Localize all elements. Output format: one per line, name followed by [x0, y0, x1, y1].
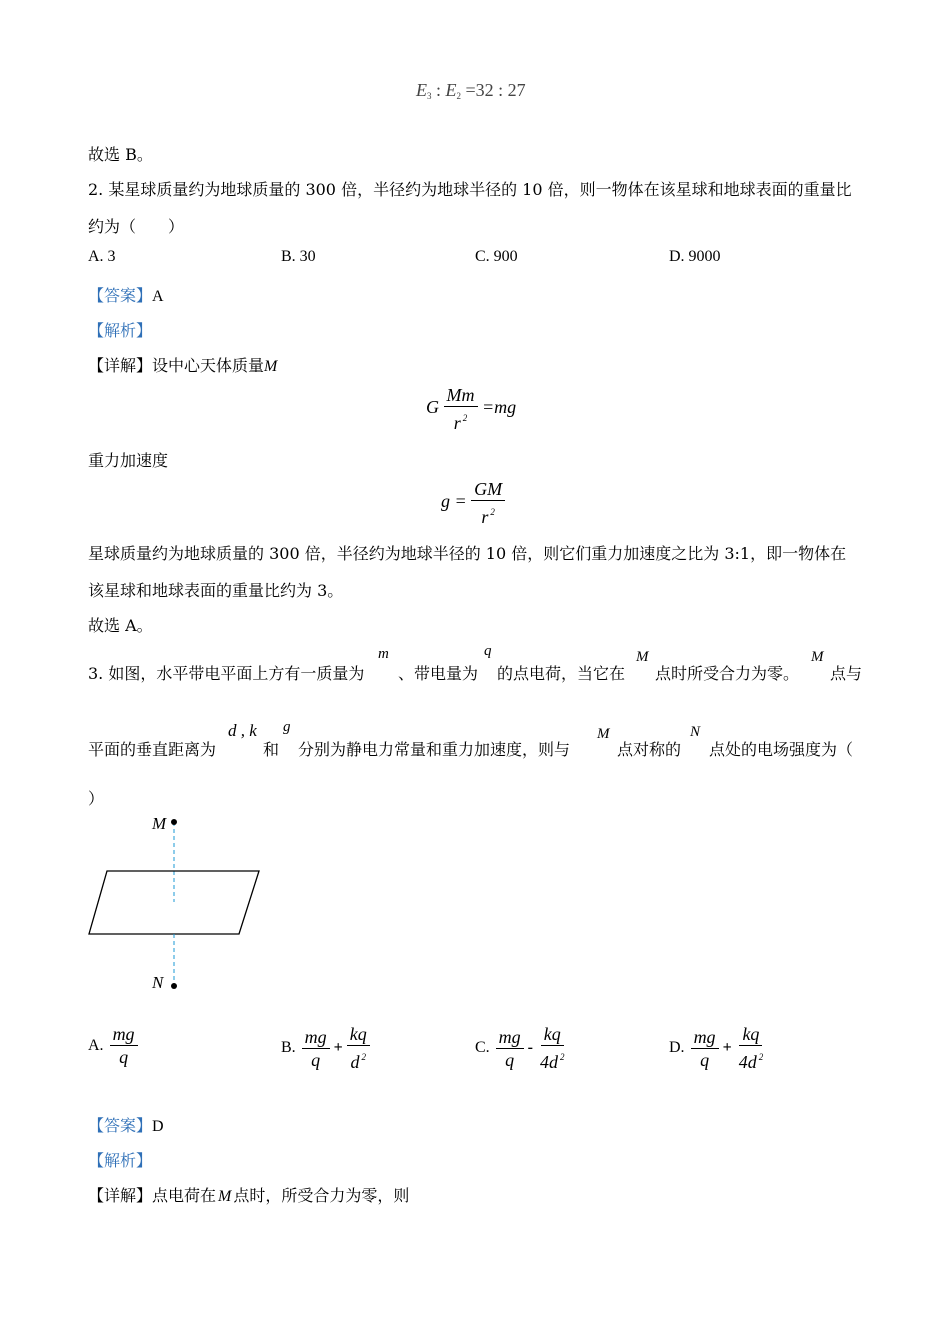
figure-label-n: N	[152, 973, 164, 992]
q2-conclusion: 故选 A。	[88, 616, 153, 635]
q3-option-b: B. $\frac{mg}{q}$ + $\frac{kq}{d ^2}$	[281, 1024, 370, 1072]
q3-answer: 【答案】D	[88, 1116, 164, 1135]
answer-tag: 【答案】	[88, 286, 153, 305]
q3-stem-l2c: 分别为静电力常量和重力加速度，则与	[298, 740, 571, 759]
q2-answer: 【答案】A	[88, 286, 164, 305]
var-q: q	[484, 643, 492, 659]
var-N: N	[690, 724, 701, 740]
var-e3: E	[416, 80, 427, 100]
q1-conclusion: 故选 B。	[88, 145, 153, 164]
var-M-3: M	[597, 726, 610, 742]
q2-analysis-tag: 【解析】	[88, 321, 153, 340]
accel-label: 重力加速度	[88, 451, 169, 470]
q3-stem-l3: ）	[88, 789, 105, 808]
q2-stem-line1: 2. 某星球质量约为地球质量的 300 倍，半径约为地球半径的 10 倍，则一物体在该星球和地球表面的重量比	[88, 180, 852, 199]
q3-stem-l1a: 3. 如图，水平带电平面上方有一质量为	[88, 664, 365, 683]
gravity-formula: G $\frac{Mm}{r ^2}$ =mg	[426, 385, 517, 433]
var-M: M	[636, 649, 649, 665]
point-m-dot	[171, 819, 177, 825]
var-M-2: M	[811, 649, 824, 665]
q3-option-d: D. $\frac{mg}{q}$ + $\frac{kq}{4d ^2}$	[669, 1024, 764, 1072]
top-ratio-formula: $E_3$ : $E_2 =32$ : 27	[416, 80, 526, 101]
q2-option-d: D. 9000	[669, 248, 721, 265]
var-dk: d , k	[228, 721, 257, 740]
q3-stem-l2a: 平面的垂直距离为	[88, 740, 217, 759]
q3-stem-l1b: 、带电量为	[398, 664, 479, 683]
q3-stem-l2b: 和	[263, 740, 280, 759]
q2-option-b: B. 30	[281, 248, 316, 265]
q3-detail: 【详解】点电荷在 M 点时，所受合力为零，则	[88, 1186, 410, 1205]
q2-option-c: C. 900	[475, 248, 518, 265]
q3-option-a: A. $\frac{mg}{q}$	[88, 1024, 138, 1067]
gravity-accel-formula: g = $\frac{GM}{r ^2}$	[441, 479, 505, 527]
answer-tag: 【答案】	[88, 1116, 153, 1135]
q3-option-c: C. $\frac{mg}{q}$ - $\frac{kq}{4d ^2}$	[475, 1024, 565, 1072]
charged-plane-figure	[80, 810, 280, 1000]
q2-detail: 【详解】设中心天体质量M	[88, 356, 278, 375]
q3-stem-l1d: 点时所受合力为零。	[655, 664, 800, 683]
q3-stem-l2e: 点处的电场强度为（	[709, 740, 854, 759]
q3-analysis-tag: 【解析】	[88, 1151, 153, 1170]
var-m: m	[378, 646, 389, 662]
q2-para2: 该星球和地球表面的重量比约为 3。	[88, 581, 344, 600]
point-n-dot	[171, 983, 177, 989]
q3-stem-l1e: 点与	[830, 664, 863, 683]
q2-option-a: A. 3	[88, 248, 116, 265]
var-e2: E	[445, 80, 457, 100]
q2-stem-line2: 约为（ ）	[88, 217, 185, 236]
var-g: g	[283, 719, 291, 735]
q2-para1: 星球质量约为地球质量的 300 倍，半径约为地球半径的 10 倍，则它们重力加速度之比为 3:1，即一物体在	[88, 544, 847, 563]
figure-label-m: M	[152, 814, 167, 833]
q3-stem-l2d: 点对称的	[617, 740, 682, 759]
q3-stem-l1c: 的点电荷，当它在	[497, 664, 626, 683]
